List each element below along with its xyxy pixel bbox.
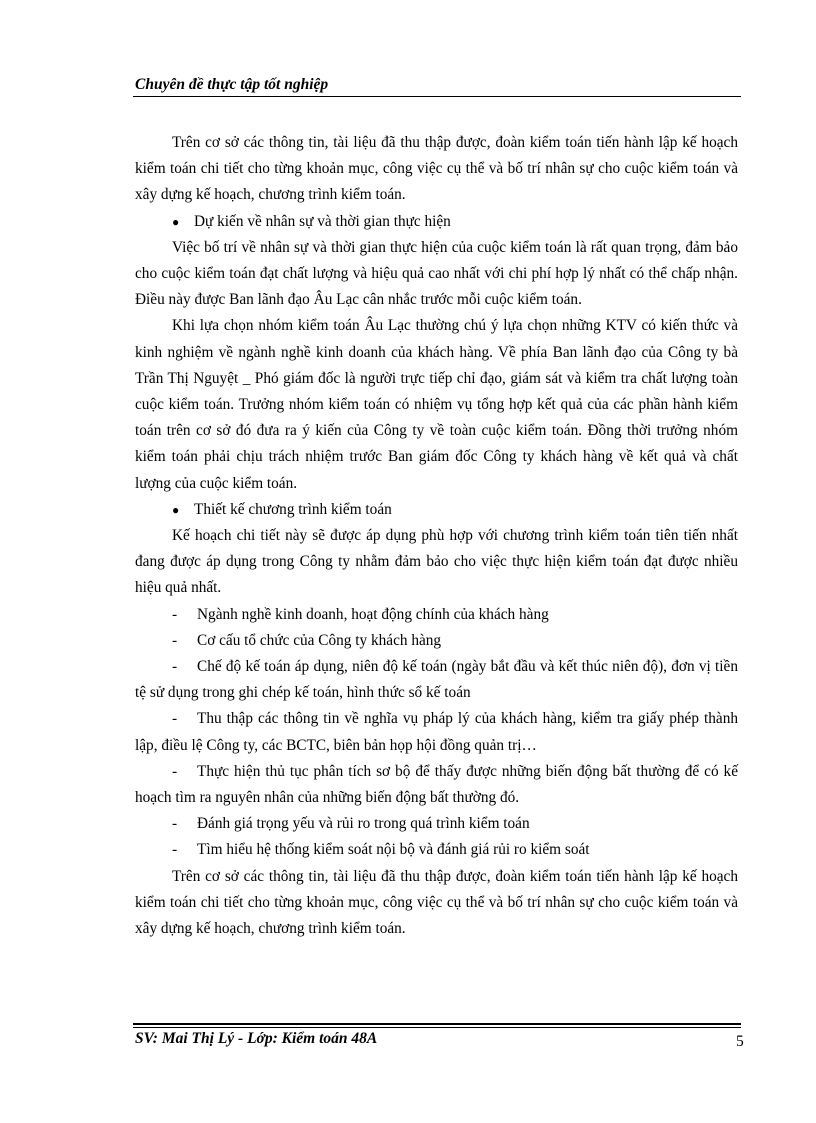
dash-mark: -	[172, 762, 178, 780]
paragraph: Kế hoạch chi tiết này sẽ được áp dụng phù hợp với chương trình kiểm toán tiên tiến nhất đang được áp dụng trong Công ty nhằm đảm bảo cho việc thực hiện kiểm toán đạt được nhiều hiệu quả nhất.	[135, 527, 738, 597]
dash-mark: -	[172, 841, 178, 859]
dash-item	[135, 811, 738, 837]
footer-student: SV: Mai Thị Lý - Lớp: Kiểm toán 48A	[135, 1030, 378, 1047]
dash-mark: -	[172, 710, 178, 728]
dash-text: Ngành nghề kinh doanh, hoạt động chính của khách hàng	[197, 605, 549, 623]
bullet-text: Thiết kế chương trình kiểm toán	[194, 500, 392, 518]
dash-mark: -	[172, 605, 178, 623]
bullet-text: Dự kiến về nhân sự và thời gian thực hiện	[194, 212, 451, 230]
dash-text: Đánh giá trọng yếu và rủi ro trong quá trình kiểm toán	[197, 815, 530, 833]
dash-text: Cơ cấu tổ chức của Công ty khách hàng	[197, 631, 442, 649]
paragraph: Việc bố trí về nhân sự và thời gian thực hiện của cuộc kiểm toán là rất quan trọng, đảm bảo cho cuộc kiểm toán đạt chất lượng và hiệu quả cao nhất với chi phí hợp lý nhất có thể chấp nhận. Điều này được Ban lãnh đạo Âu Lạc cân nhắc trước mỗi cuộc kiểm toán.	[135, 238, 738, 309]
dash-item	[135, 602, 738, 628]
dash-text: Thực hiện thủ tục phân tích sơ bộ để thấy được những biến động bất thường để có kế hoạch tìm ra nguyên nhân của những biến động bất thường đó.	[135, 762, 738, 807]
dash-item	[135, 628, 738, 654]
paragraph: Trên cơ sở các thông tin, tài liệu đã thu thập được, đoàn kiểm toán tiến hành lập kế hoạch kiểm toán chi tiết cho từng khoản mục, công việc cụ thể và bố trí nhân sự cho cuộc kiểm toán và xây dựng kế hoạch, chương trình kiểm toán.	[135, 867, 738, 938]
bullet-item	[135, 497, 738, 523]
footer-rule	[133, 1027, 741, 1028]
dash-mark: -	[172, 631, 178, 649]
bullet-icon: ●	[172, 502, 180, 517]
dash-item	[135, 706, 738, 758]
dash-item	[135, 654, 738, 706]
page-number: 5	[736, 1033, 744, 1050]
paragraph: Trên cơ sở các thông tin, tài liệu đã thu thập được, đoàn kiểm toán tiến hành lập kế hoạch kiểm toán chi tiết cho từng khoản mục, công việc cụ thể và bố trí nhân sự cho cuộc kiểm toán và xây dựng kế hoạch, chương trình kiểm toán.	[135, 134, 738, 204]
header-title: Chuyên đề thực tập tốt nghiệp	[135, 76, 329, 93]
dash-mark: -	[172, 815, 178, 833]
paragraph: Khi lựa chọn nhóm kiểm toán Âu Lạc thường chú ý lựa chọn những KTV có kiến thức và kinh nghiệm về ngành nghề kinh doanh của khách hàng. Về phía Ban lãnh đạo của Công ty bà Trần Thị Nguyệt _ Phó giám đốc là người trực tiếp chỉ đạo, giám sát và kiểm tra chất lượng toàn cuộc kiểm toán. Trưởng nhóm kiểm toán có nhiệm vụ tổng hợp kết quả của các phần hành kiểm toán trên cơ sở đó đưa ra ý kiến của Công ty về toàn cuộc kiểm toán. Đồng thời trưởng nhóm kiểm toán phải chịu trách nhiệm trước Ban giám đốc Công ty khách hàng về kết quả và chất lượng của cuộc kiểm toán.	[135, 317, 738, 492]
dash-text: Thu thập các thông tin về nghĩa vụ pháp lý của khách hàng, kiểm tra giấy phép thành lập, điều lệ Công ty, các BCTC, biên bản họp hội đồng quản trị…	[135, 710, 738, 754]
footer-rule	[133, 1023, 741, 1025]
dash-item	[135, 759, 738, 811]
bullet-icon: ●	[172, 214, 180, 229]
dash-text: Chế độ kế toán áp dụng, niên độ kế toán (ngày bắt đầu và kết thúc niên độ), đơn vị tiền tệ sử dụng trong ghi chép kế toán, hình thức sổ kế toán	[135, 658, 738, 702]
dash-text: Tìm hiểu hệ thống kiểm soát nội bộ và đánh giá rủi ro kiểm soát	[197, 841, 590, 859]
dash-mark: -	[172, 658, 178, 676]
dash-item	[135, 837, 738, 863]
header-rule	[133, 96, 741, 97]
bullet-item	[135, 209, 738, 235]
document-body	[135, 130, 738, 942]
